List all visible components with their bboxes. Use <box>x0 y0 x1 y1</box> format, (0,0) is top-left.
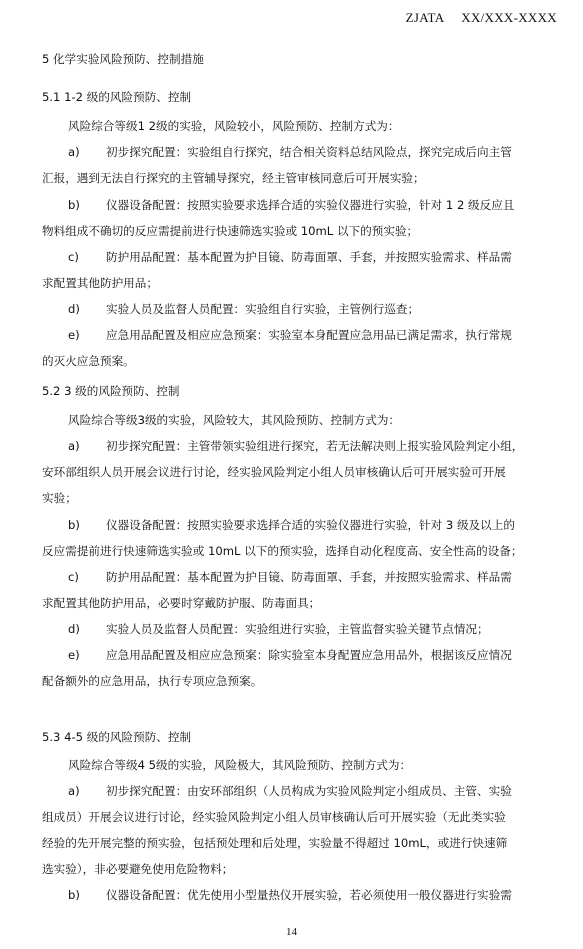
section-heading <box>42 384 180 399</box>
line-text: 组成员）开展会议进行讨论，经实验风险判定小组人员审核确认后可开展实验（无此类实验 <box>42 810 506 824</box>
list-item <box>68 622 489 637</box>
paragraph-line <box>42 596 320 611</box>
paragraph-line <box>42 171 425 186</box>
list-item-label: d) <box>68 302 80 316</box>
line-text: 初步探究配置：由安环部组织（人员构成为实验风险判定小组成员、主管、实验 <box>106 784 512 798</box>
list-item <box>68 570 512 585</box>
list-item-label: d) <box>68 622 80 636</box>
list-item-label: b) <box>68 888 80 902</box>
header-org: ZJATA <box>405 10 444 25</box>
section-heading <box>42 52 204 67</box>
line-text: 实验； <box>42 491 77 505</box>
paragraph-line <box>42 544 522 559</box>
list-item <box>68 648 512 663</box>
paragraph-line <box>42 836 507 851</box>
line-text: 应急用品配置及相应应急预案：除实验室本身配置应急用品外，根据该反应情况 <box>106 648 512 662</box>
list-item <box>68 784 512 799</box>
list-item <box>68 888 512 903</box>
paragraph-line <box>42 810 506 825</box>
list-item-label: c) <box>68 570 79 584</box>
line-text: 安环部组织人员开展会议进行讨论，经实验风险判定小组人员审核确认后可开展实验可开展 <box>42 465 506 479</box>
line-text: 汇报，遇到无法自行探究的主管辅导探究，经主管审核同意后可开展实验； <box>42 171 425 185</box>
list-item-label: a) <box>68 784 80 798</box>
line-text: 仪器设备配置：按照实验要求选择合适的实验仪器进行实验，针对 1 2 级反应且 <box>106 198 515 212</box>
list-item-label: b) <box>68 518 80 532</box>
line-text: 防护用品配置：基本配置为护目镜、防毒面罩、手套，并按照实验需求、样品需 <box>106 250 512 264</box>
paragraph-line <box>68 119 399 134</box>
line-text: 应急用品配置及相应应急预案：实验室本身配置应急用品已满足需求，执行常规 <box>106 328 512 342</box>
line-text: 经验的先开展完整的预实验，包括预处理和后处理，实验量不得超过 10mL，或进行快速筛 <box>42 836 508 850</box>
list-item <box>68 145 512 160</box>
line-text: 防护用品配置：基本配置为护目镜、防毒面罩、手套，并按照实验需求、样品需 <box>106 570 512 584</box>
list-item-label: a) <box>68 145 80 159</box>
line-text: 5.2 3 级的风险预防、控制 <box>42 384 180 398</box>
line-text: 求配置其他防护用品； <box>42 276 158 290</box>
paragraph-line <box>68 413 400 428</box>
line-text: 仪器设备配置：按照实验要求选择合适的实验仪器进行实验，针对 3 级及以上的 <box>106 518 515 532</box>
page-header <box>406 10 557 26</box>
paragraph-line <box>42 491 77 506</box>
list-item-label: b) <box>68 198 80 212</box>
line-text: 反应需提前进行快速筛选实验或 10mL 以下的预实验，选择自动化程度高、安全性高的设备； <box>42 544 523 558</box>
line-text: 实验人员及监督人员配置：实验组自行实验，主管例行巡查； <box>106 302 420 316</box>
header-code: XX/XXX-XXXX <box>461 10 557 25</box>
list-item <box>68 439 523 454</box>
line-text: 选实验），非必要避免使用危险物料； <box>42 862 234 876</box>
line-text: 的灭火应急预案。 <box>42 354 135 368</box>
paragraph-line <box>42 862 233 877</box>
line-text: 配备额外的应急用品，执行专项应急预案。 <box>42 674 263 688</box>
page-number: 14 <box>286 926 297 938</box>
list-item-label: a) <box>68 439 80 453</box>
list-item-label: e) <box>68 328 80 342</box>
paragraph-line <box>42 354 135 369</box>
list-item <box>68 328 512 343</box>
paragraph-line <box>42 465 506 480</box>
line-text: 实验人员及监督人员配置：实验组进行实验，主管监督实验关键节点情况； <box>106 622 489 636</box>
line-text: 风险综合等级4 5级的实验，风险极大，其风险预防、控制方式为： <box>68 758 412 772</box>
line-text: 5 化学实验风险预防、控制措施 <box>42 52 204 66</box>
list-item-label: c) <box>68 250 79 264</box>
line-text: 仪器设备配置：优先使用小型量热仪开展实验，若必须使用一般仪器进行实验需 <box>106 888 512 902</box>
line-text: 初步探究配置：实验组自行探究，结合相关资料总结风险点，探究完成后向主管 <box>106 145 512 159</box>
line-text: 物料组成不确切的反应需提前进行快速筛选实验或 10mL 以下的预实验； <box>42 224 419 238</box>
paragraph-line <box>42 276 158 291</box>
line-text: 风险综合等级1 2级的实验，风险较小，风险预防、控制方式为： <box>68 119 400 133</box>
list-item <box>68 518 515 533</box>
line-text: 风险综合等级3级的实验，风险较大，其风险预防、控制方式为： <box>68 413 401 427</box>
list-item-label: e) <box>68 648 80 662</box>
paragraph-line <box>42 224 418 239</box>
list-item <box>68 302 419 317</box>
paragraph-line <box>68 758 411 773</box>
list-item <box>68 250 512 265</box>
line-text: 5.3 4-5 级的风险预防、控制 <box>42 730 192 744</box>
line-text: 求配置其他防护用品，必要时穿戴防护服、防毒面具； <box>42 596 321 610</box>
line-text: 5.1 1-2 级的风险预防、控制 <box>42 90 192 104</box>
paragraph-line <box>42 674 262 689</box>
section-heading <box>42 90 191 105</box>
list-item <box>68 198 514 213</box>
line-text: 初步探究配置：主管带领实验组进行探究，若无法解决则上报实验风险判定小组， <box>106 439 524 453</box>
section-heading <box>42 730 191 745</box>
